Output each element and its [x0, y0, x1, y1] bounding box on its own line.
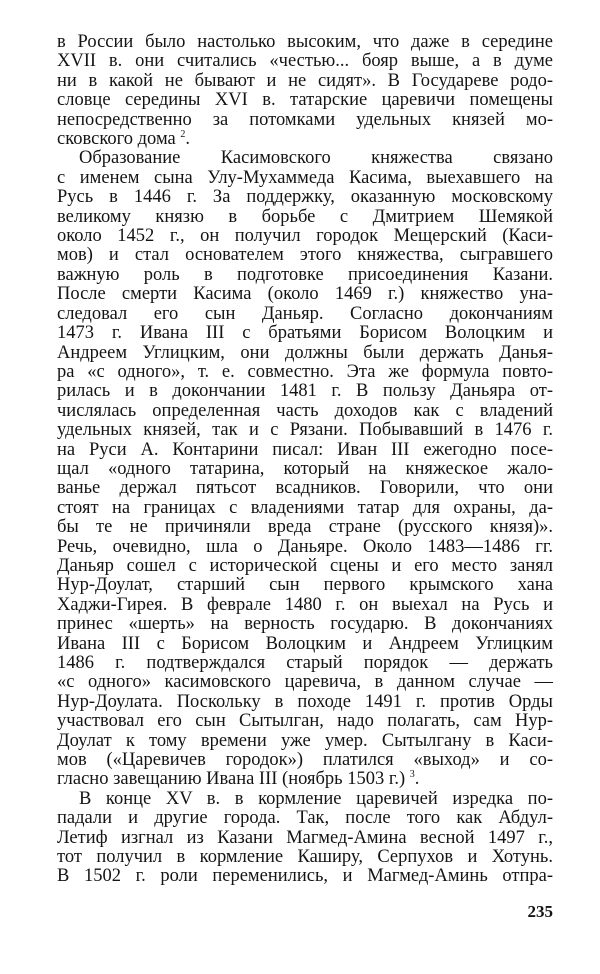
- line-text: сковского дома: [57, 129, 181, 150]
- line-text: XVII в. они считались «честью... бояр выше, а в думе: [57, 51, 553, 72]
- text-line: [57, 344, 553, 363]
- text-line: [57, 169, 553, 188]
- line-text: тот получил в кормление Каширу, Серпухов и Хотунь.: [57, 847, 553, 868]
- page-number: 235: [527, 902, 553, 921]
- line-text: словце середины XVI в. татарские царевичи помещены: [57, 90, 553, 111]
- text-line: [57, 460, 553, 479]
- text-line: [57, 246, 553, 265]
- text-line: [57, 809, 553, 828]
- line-text: После смерти Касима (около 1469 г.) княжество уна-: [57, 284, 553, 305]
- line-text: с именем сына Улу-Мухаммеда Касима, выехавшего на: [57, 167, 553, 188]
- line-text: Даньяр сошел с исторической сцены и его место занял: [57, 555, 553, 576]
- line-text: числялась определенная часть доходов как с владений: [57, 400, 553, 421]
- line-text: ванье держал пятьсот всадников. Говорили, что они: [57, 478, 553, 499]
- text-line: [57, 130, 553, 149]
- line-text: 1473 г. Ивана III с братьями Борисом Волоцким и: [57, 323, 553, 344]
- line-text: следовал его сын Даньяр. Согласно докончаниям: [57, 303, 553, 324]
- footnote-marker[interactable]: 2: [180, 129, 186, 141]
- text-line: [57, 285, 553, 304]
- line-text: на Руси А. Контарини писал: Иван III ежегодно посе-: [57, 439, 553, 460]
- text-line: [57, 33, 553, 52]
- line-text: гласно завещанию Ивана III (ноябрь 1503 г.): [57, 769, 410, 790]
- paragraph: [57, 790, 553, 887]
- text-line: [57, 91, 553, 110]
- line-text: Ивана III с Борисом Волоцким и Андреем Углицким: [57, 633, 553, 654]
- text-line: [57, 557, 553, 576]
- line-text: Речь, очевидно, шла о Даньяре. Около 1483—1486 гг.: [57, 536, 553, 557]
- line-text: Образование Касимовского княжества связано: [79, 148, 553, 169]
- line-text-end: .: [414, 769, 420, 790]
- line-text: великому князю в борьбе с Дмитрием Шемякой: [57, 206, 553, 227]
- line-text: Нур-Доулат, старший сын первого крымского хана: [57, 575, 553, 596]
- text-line: [57, 790, 553, 809]
- line-text-end: .: [185, 129, 191, 150]
- text-line: [57, 149, 553, 168]
- text-line: [57, 402, 553, 421]
- text-line: [57, 227, 553, 246]
- text-line: [57, 751, 553, 770]
- footnote-marker[interactable]: 3: [409, 769, 415, 781]
- text-line: [57, 111, 553, 130]
- text-line: [57, 72, 553, 91]
- text-line: [57, 732, 553, 751]
- text-line: [57, 829, 553, 848]
- text-line: [57, 518, 553, 537]
- text-line: [57, 305, 553, 324]
- text-line: [57, 712, 553, 731]
- line-text: щал «одного татарина, который на княжеское жало-: [57, 458, 553, 479]
- text-line: [57, 266, 553, 285]
- line-text: Русь в 1446 г. За поддержку, оказанную московскому: [57, 187, 553, 208]
- line-text: ра «с одного», т. е. совместно. Эта же формула повто-: [57, 361, 553, 382]
- line-text: «с одного» касимовского царевича, в данном случае —: [57, 672, 553, 693]
- line-text: В 1502 г. роли переменились, и Магмед-Аминь отпра-: [57, 866, 553, 887]
- text-line: [57, 848, 553, 867]
- line-text: В конце XV в. в кормление царевичей изредка по-: [79, 788, 553, 809]
- text-line: [57, 538, 553, 557]
- line-text: стоят на границах с владениями татар для охраны, да-: [57, 497, 553, 518]
- text-line: [57, 693, 553, 712]
- line-text: удельных князей, так и с Рязани. Побывавший в 1476 г.: [57, 420, 553, 441]
- line-text: ни в какой не бывают и не сидят». В Государеве родо-: [57, 70, 553, 91]
- text-line: [57, 576, 553, 595]
- text-line: [57, 421, 553, 440]
- text-line: [57, 208, 553, 227]
- text-line: [57, 188, 553, 207]
- text-line: [57, 52, 553, 71]
- text-line: [57, 499, 553, 518]
- line-text: Летиф изгнал из Казани Магмед-Амина весной 1497 г.,: [57, 827, 553, 848]
- line-text: мов («Царевичев городок») платился «выход» и со-: [57, 750, 553, 771]
- text-line: [57, 615, 553, 634]
- line-text: Нур-Доулата. Поскольку в походе 1491 г. против Орды: [57, 691, 553, 712]
- paragraph: [57, 149, 553, 789]
- line-text: в России было настолько высоким, что даже в середине: [57, 32, 553, 52]
- line-text: принес «шерть» на верность государю. В докончаниях: [57, 614, 553, 635]
- text-line: [57, 441, 553, 460]
- line-text: около 1452 г., он получил городок Мещерский (Каси-: [57, 226, 553, 247]
- text-line: [57, 654, 553, 673]
- line-text: Андреем Углицким, они должны были держать Данья-: [57, 342, 553, 363]
- text-line: [57, 382, 553, 401]
- paragraph: [57, 33, 553, 149]
- line-text: падали и другие города. Так, после того как Абдул-: [57, 808, 553, 829]
- line-text: 1486 г. подтверждался старый порядок — держать: [57, 653, 553, 673]
- text-line: [57, 596, 553, 615]
- text-line: [57, 479, 553, 498]
- text-line: [57, 635, 553, 654]
- line-text: Доулат к тому времени уже умер. Сытылгану в Каси-: [57, 730, 553, 751]
- text-line: [57, 363, 553, 382]
- line-text: рилась и в докончании 1481 г. В пользу Даньяра от-: [57, 381, 553, 402]
- text-line: [57, 673, 553, 692]
- text-line: [57, 324, 553, 343]
- text-line: [57, 770, 553, 789]
- line-text: непосредственно за потомками удельных князей мо-: [57, 109, 553, 130]
- line-text: важную роль в подготовке присоединения Казани.: [57, 264, 553, 285]
- line-text: бы те не причиняли вреда стране (русского князя)».: [57, 517, 553, 538]
- line-text: Хаджи-Гирея. В феврале 1480 г. он выехал на Русь и: [57, 594, 553, 615]
- line-text: мов) и стал основателем этого княжества, сыгравшего: [57, 245, 553, 266]
- line-text: участвовал его сын Сытылган, надо полагать, сам Нур-: [57, 711, 553, 732]
- text-line: [57, 867, 553, 886]
- book-page-text: [57, 33, 553, 887]
